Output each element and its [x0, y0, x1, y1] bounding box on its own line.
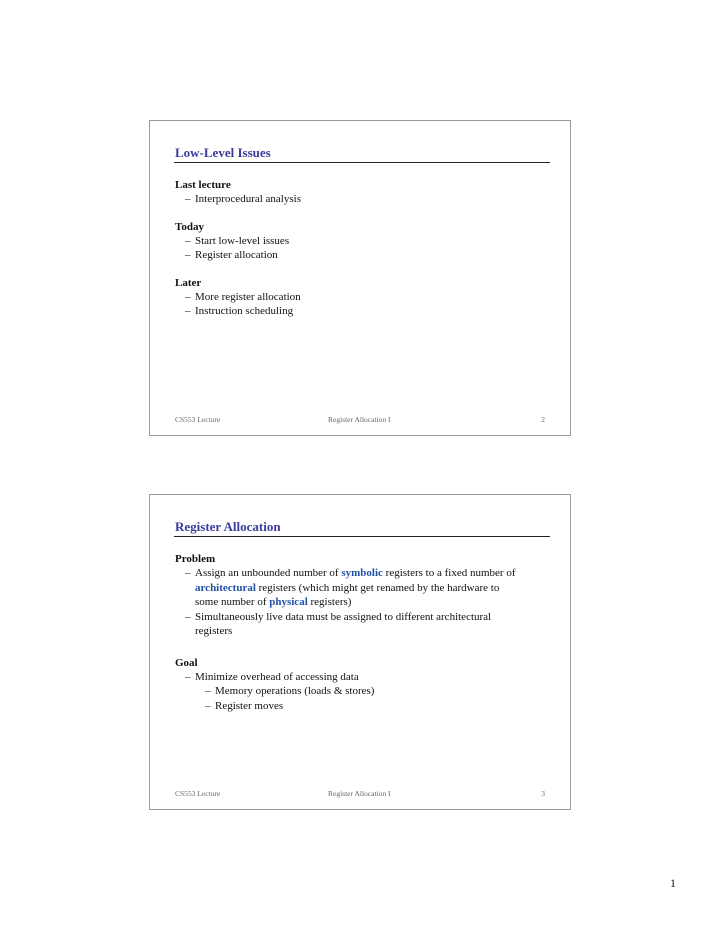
slide-register-allocation	[149, 494, 571, 810]
keyword-physical: physical	[269, 596, 308, 608]
section-heading: Later	[175, 276, 202, 289]
item-line: architectural registers (which might get renamed by the hardware to	[195, 581, 500, 594]
list-item	[175, 566, 550, 610]
dash-bullet: –	[185, 290, 191, 303]
list-item: – Minimize overhead of accessing data	[185, 670, 359, 683]
section-later	[175, 276, 550, 319]
slide-body	[175, 178, 550, 332]
dash-bullet: –	[205, 685, 211, 697]
slide-title: Low-Level Issues	[175, 145, 271, 160]
slide-title: Register Allocation	[175, 519, 281, 534]
footer-course: CS553 Lecture	[175, 415, 221, 424]
section-heading: Today	[175, 220, 204, 233]
section-today	[175, 220, 550, 263]
page-number: 1	[670, 876, 676, 890]
slide-footer	[175, 415, 545, 425]
footer-topic: Register Allocation I	[328, 415, 391, 424]
dash-bullet: –	[185, 610, 191, 623]
list-item: – Interprocedural analysis	[185, 193, 301, 205]
title-rule	[174, 536, 550, 537]
footer-slide-number: 2	[541, 415, 545, 424]
keyword-architectural: architectural	[195, 581, 256, 594]
footer-slide-number: 3	[541, 789, 545, 798]
section-heading: Last lecture	[175, 179, 231, 191]
list-item: – Start low-level issues	[185, 234, 290, 247]
section-heading: Problem	[175, 553, 216, 565]
dash-bullet: –	[205, 699, 211, 712]
sub-list-item: – Register moves	[205, 699, 284, 712]
list-item: – Register allocation	[185, 249, 278, 261]
list-item: – More register allocation	[185, 290, 301, 303]
slide-body	[175, 552, 550, 726]
keyword-symbolic: symbolic	[341, 567, 383, 579]
dash-bullet: –	[185, 305, 191, 317]
footer-course: CS553 Lecture	[175, 789, 221, 798]
dash-bullet: –	[185, 193, 191, 205]
section-goal	[175, 656, 550, 714]
item-line: Simultaneously live data must be assigned to different architectural	[195, 610, 492, 623]
list-item	[175, 610, 550, 639]
section-last-lecture	[175, 178, 550, 207]
dash-bullet: –	[185, 670, 191, 683]
slide-footer	[175, 789, 545, 799]
section-heading: Goal	[175, 656, 198, 669]
item-line: Assign an unbounded number of symbolic registers to a fixed number of	[195, 567, 516, 579]
sub-list-item: – Memory operations (loads & stores)	[205, 685, 375, 697]
footer-topic: Register Allocation I	[328, 789, 391, 798]
dash-bullet: –	[185, 234, 191, 247]
section-problem	[175, 552, 550, 639]
slide-low-level-issues	[149, 120, 571, 436]
title-rule	[174, 162, 550, 163]
item-line: some number of physical registers)	[195, 596, 352, 608]
dash-bullet: –	[185, 249, 191, 261]
item-line: registers	[195, 625, 233, 637]
list-item: – Instruction scheduling	[185, 305, 294, 317]
dash-bullet: –	[185, 567, 191, 579]
